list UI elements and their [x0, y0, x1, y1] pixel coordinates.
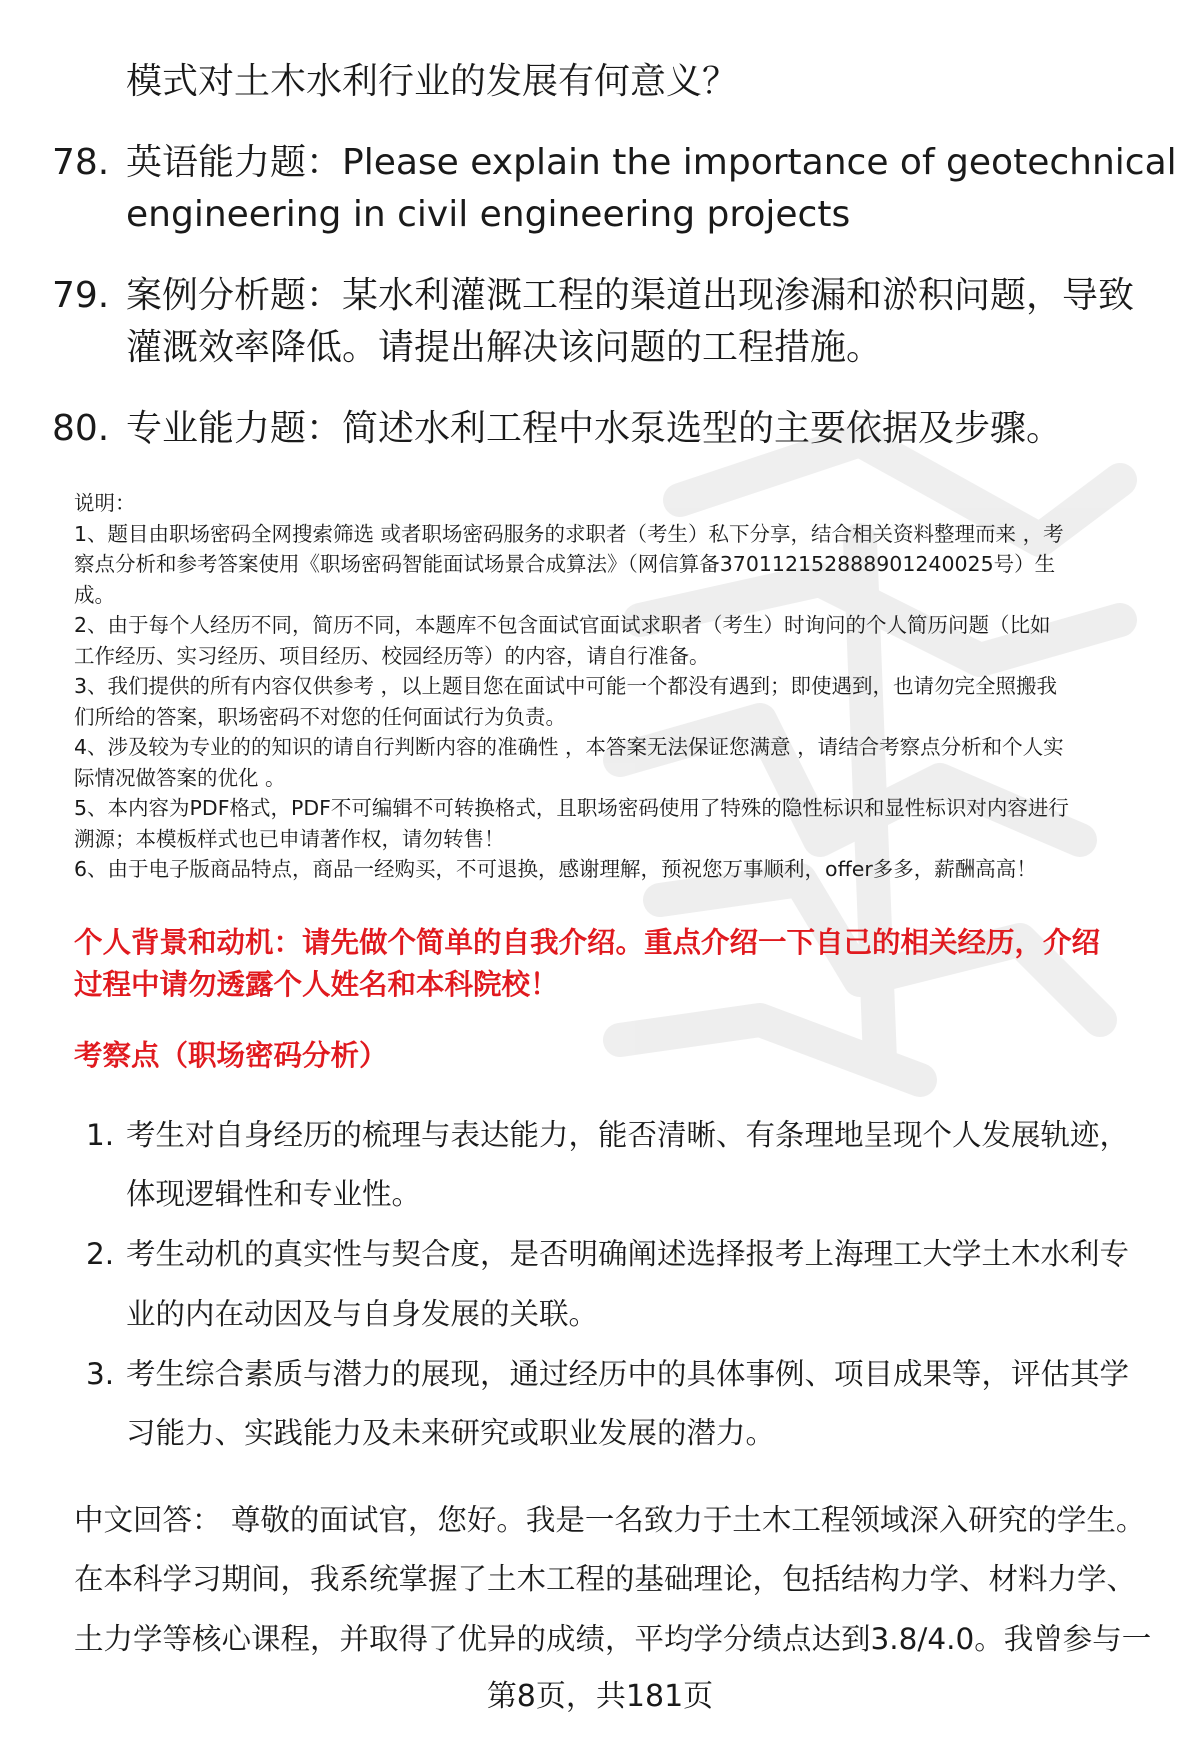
question-text-line: 专业能力题：简述水利工程中水泵选型的主要依据及步骤。 [126, 408, 1063, 449]
notes-line: 说明： [74, 491, 136, 515]
notes-line: 工作经历、实习经历、项目经历、校园经历等）的内容，请自行准备。 [74, 643, 710, 668]
exam-points-heading: 考察点（职场密码分析） [74, 1039, 388, 1072]
notes-line: 们所给的答案，职场密码不对您的任何面试行为负责。 [74, 704, 566, 729]
point-number: 1. [86, 1118, 115, 1152]
point-number: 2. [86, 1237, 115, 1271]
point-text-line: 考生动机的真实性与契合度，是否明确阐述选择报考上海理工大学土木水利专 [126, 1237, 1130, 1271]
question-text-line: 灌溉效率降低。请提出解决该问题的工程措施。 [126, 327, 883, 368]
question-number: 79. [52, 275, 110, 316]
answer-line: 在本科学习期间，我系统掌握了土木工程的基础理论，包括结构力学、材料力学、 [74, 1562, 1137, 1596]
answer-line: 土力学等核心课程，并取得了优异的成绩，平均学分绩点达到3.8/4.0。我曾参与一 [74, 1622, 1152, 1656]
question-number: 78. [52, 142, 110, 183]
point-text-line: 业的内在动因及与自身发展的关联。 [126, 1297, 599, 1331]
notes-line: 6、由于电子版商品特点，商品一经购买，不可退换，感谢理解，预祝您万事顺利，offer多多，薪酬高高！ [74, 857, 1037, 881]
heading-line: 个人背景和动机：请先做个简单的自我介绍。重点介绍一下自己的相关经历，介绍 [74, 926, 1101, 959]
notes-line: 4、涉及较为专业的的知识的请自行判断内容的准确性 ，本答案无法保证您满意 ，请结合考察点分析和个人实 [74, 735, 1064, 759]
question-number: 80. [52, 408, 110, 449]
question-text-line: 英语能力题：Please explain the importance of geotechnical [126, 142, 1177, 183]
point-text-line: 体现逻辑性和专业性。 [126, 1177, 422, 1211]
answer-line: 中文回答： 尊敬的面试官，您好。我是一名致力于土木工程领域深入研究的学生。 [74, 1503, 1146, 1537]
notes-line: 1、题目由职场密码全网搜索筛选 或者职场密码服务的求职者（考生）私下分享，结合相关资料整理而来 ，考 [74, 521, 1064, 546]
interview-question-heading [74, 922, 1164, 1006]
notes-line: 3、我们提供的所有内容仅供参考 ，以上题目您在面试中可能一个都没有遇到；即使遇到，也请勿完全照搬我 [74, 674, 1058, 698]
question-text-line: 案例分析题：某水利灌溉工程的渠道出现渗漏和淤积问题，导致 [126, 275, 1135, 316]
page-number-footer: 第8页，共181页 [486, 1679, 714, 1714]
notes-line: 际情况做答案的优化 。 [74, 765, 286, 790]
point-text-line: 考生对自身经历的梳理与表达能力，能否清晰、有条理地呈现个人发展轨迹， [126, 1118, 1130, 1152]
notes-line: 溯源；本模板样式也已申请著作权，请勿转售！ [74, 826, 505, 851]
notes-line: 成。 [74, 582, 115, 607]
point-text-line: 考生综合素质与潜力的展现，通过经历中的具体事例、项目成果等，评估其学 [126, 1357, 1130, 1391]
point-number: 3. [86, 1357, 115, 1391]
question-77-continuation: 模式对土木水利行业的发展有何意义？ [126, 61, 739, 102]
notes-line: 察点分析和参考答案使用《职场密码智能面试场景合成算法》（网信算备370112152888901240025号）生 [74, 552, 1056, 576]
heading-line: 过程中请勿透露个人姓名和本科院校！ [74, 968, 559, 1001]
notes-line: 2、由于每个人经历不同，简历不同，本题库不包含面试官面试求职者（考生）时询问的个人简历问题（比如 [74, 613, 1051, 637]
point-text-line: 习能力、实践能力及未来研究或职业发展的潜力。 [126, 1416, 776, 1450]
notes-line: 5、本内容为PDF格式，PDF不可编辑不可转换格式，且职场密码使用了特殊的隐性标识和显性标识对内容进行 [74, 796, 1069, 820]
disclaimer-notes [74, 488, 1164, 885]
question-text-line: engineering in civil engineering projects [126, 194, 851, 235]
